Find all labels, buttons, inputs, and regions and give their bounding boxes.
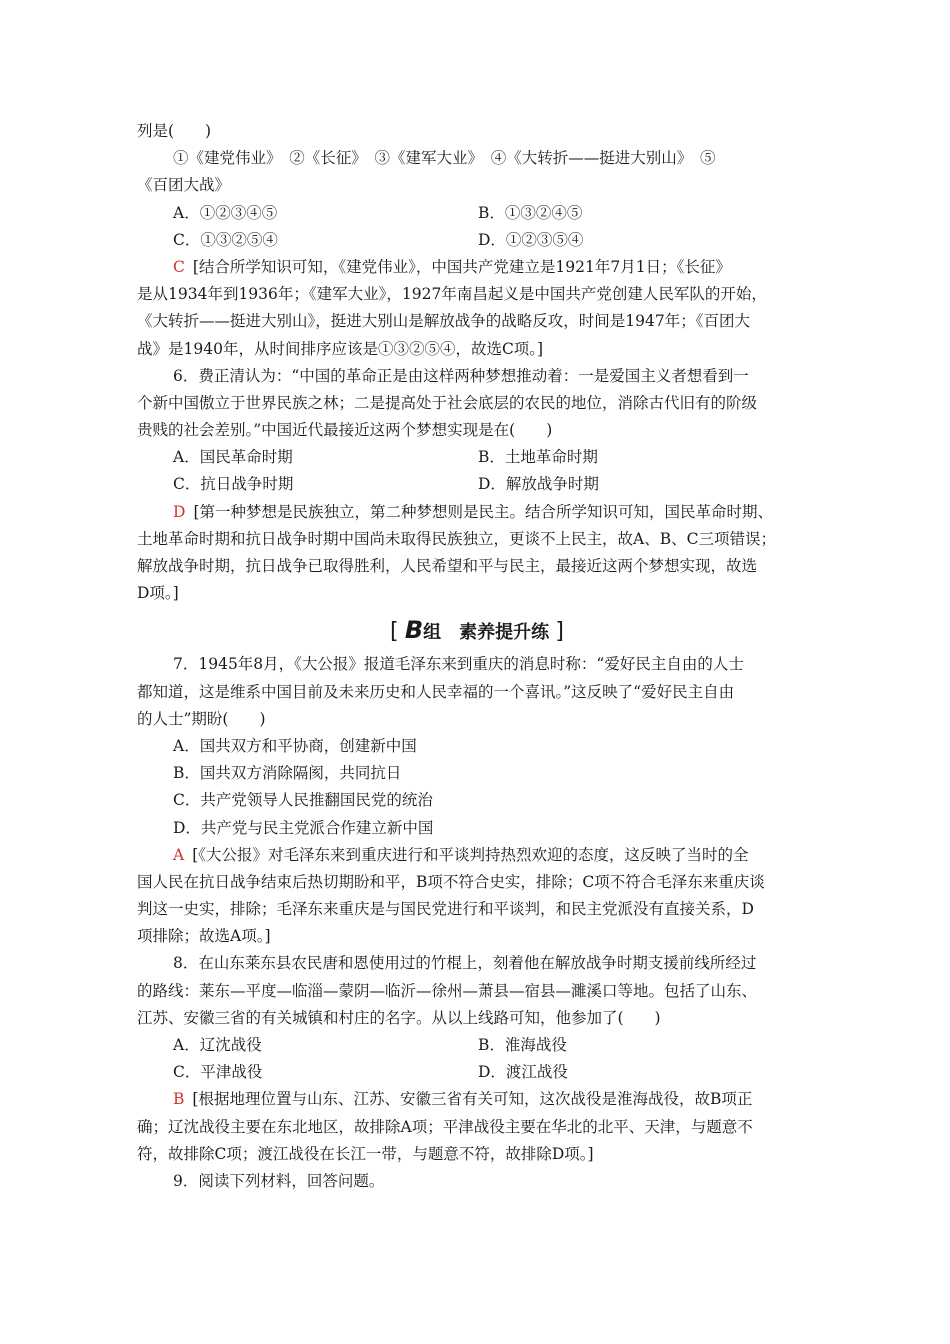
- q5-explanation-line: 战》是1940年，从时间排序应该是①③②⑤④，故选C项。]: [137, 339, 544, 358]
- q5-explanation-line: 是从1934年到1936年；《建军大业》，1927年南昌起义是中国共产党创建人民军队的开始，: [137, 285, 767, 304]
- q5-answer: C: [173, 257, 185, 276]
- q5-items: 《百团大战》: [137, 176, 231, 195]
- q7-explanation-line: 判这一史实，排除；毛泽东来重庆是与国民党进行和平谈判，和民主党派没有直接关系，D: [137, 900, 754, 919]
- q8-stem-line: 8．在山东莱东县农民唐和恩使用过的竹棍上，刻着他在解放战争时期支援前线所经过: [173, 954, 757, 973]
- q6-option-c: C．抗日战争时期: [173, 475, 294, 494]
- q8-option-row: [137, 1032, 817, 1059]
- q8-explanation-line: [137, 1086, 817, 1113]
- document-page: [137, 118, 817, 1195]
- q5-option-a: A．①②③④⑤: [173, 203, 278, 222]
- q7-stem-line: 7．1945年8月，《大公报》报道毛泽东来到重庆的消息时称：“爱好民主自由的人士: [173, 655, 744, 674]
- q9-stem: 9．阅读下列材料，回答问题。: [173, 1171, 385, 1190]
- q8-answer: B: [173, 1090, 185, 1109]
- q6-explanation-line: [137, 499, 817, 526]
- q7-option-b: B．国共双方消除隔阂，共同抗日: [173, 764, 402, 783]
- q5-explanation-line: [137, 254, 817, 281]
- section-letter: B: [404, 616, 424, 645]
- q5-items: ①《建党伟业》 ②《长征》 ③《建军大业》 ④《大转折——挺进大别山》 ⑤: [173, 149, 716, 168]
- q8-stem-line: 的路线：莱东—平度—临淄—蒙阴—临沂—徐州—萧县—宿县—濉溪口等地。包括了山东、: [137, 981, 758, 1000]
- q6-option-row: [137, 444, 817, 471]
- q7-stem-line: 都知道，这是维系中国目前及未来历史和人民幸福的一个喜讯。”这反映了“爱好民主自由: [137, 682, 735, 701]
- section-title-text: 组 素养提升练: [423, 622, 550, 644]
- q8-option-row: [137, 1059, 817, 1086]
- q6-option-row: [137, 471, 817, 498]
- q5-option-b: B．①③②④⑤: [478, 203, 583, 222]
- q6-option-b: B．土地革命时期: [478, 448, 598, 467]
- q6-option-a: A．国民革命时期: [173, 448, 293, 467]
- q6-stem-line: 6．费正清认为：“中国的革命正是由这样两种梦想推动着：一是爱国主义者想看到一: [173, 366, 749, 385]
- q6-explanation-line: 土地革命时期和抗日战争时期中国尚未取得民族独立，更谈不上民主，故A、B、C三项错误；: [137, 529, 776, 548]
- q7-explanation-line: [137, 842, 817, 869]
- q7-explanation-line: 项排除；故选A项。]: [137, 927, 271, 946]
- q8-explanation-text: [根据地理位置与山东、江苏、安徽三省有关可知，这次战役是淮海战役，故B项正: [192, 1090, 753, 1109]
- q5-option-row: [137, 200, 817, 227]
- q8-explanation-line: 确；辽沈战役主要在东北地区，故排除A项；平津战役主要在华北的北平、天津，与题意不: [137, 1117, 753, 1136]
- q8-explanation-line: 符，故排除C项；渡江战役在长江一带，与题意不符，故排除D项。]: [137, 1144, 594, 1163]
- section-left-bracket: [: [389, 619, 399, 645]
- q6-option-d: D．解放战争时期: [478, 475, 599, 494]
- q5-explanation-line: 《大转折——挺进大别山》，挺进大别山是解放战争的战略反攻，时间是1947年；《百团大: [137, 312, 750, 331]
- q6-stem-line: 贵贱的社会差别。”中国近代最接近这两个梦想实现是在( ): [137, 421, 553, 440]
- q8-option-d: D．渡江战役: [478, 1063, 568, 1082]
- q7-option-c: C．共产党领导人民推翻国民党的统治: [173, 791, 433, 810]
- q6-explanation-line: 解放战争时期，抗日战争已取得胜利，人民希望和平与民主，最接近这两个梦想实现，故选: [137, 557, 758, 575]
- q5-explanation-text: [结合所学知识可知，《建党伟业》，中国共产党建立是1921年7月1日；《长征》: [192, 257, 731, 276]
- q6-explanation-line: D项。]: [137, 584, 179, 603]
- q7-answer: A: [173, 845, 185, 864]
- q6-answer: D: [173, 502, 186, 521]
- q7-option-d: D．共产党与民主党派合作建立新中国: [173, 818, 434, 837]
- q5-option-row: [137, 227, 817, 254]
- section-right-bracket: ]: [555, 619, 565, 645]
- q5-option-d: D．①②③⑤④: [478, 230, 584, 249]
- q7-explanation-text: [《大公报》对毛泽东来到重庆进行和平谈判持热烈欢迎的态度，这反映了当时的全: [192, 845, 749, 864]
- q5-stem: 列是( ): [137, 122, 212, 140]
- q8-stem-line: 江苏、安徽三省的有关城镇和村庄的名字。从以上线路可知，他参加了( ): [137, 1008, 661, 1027]
- q7-stem-line: 的人士”期盼( ): [137, 709, 266, 728]
- q8-option-b: B．淮海战役: [478, 1036, 567, 1054]
- q6-stem-line: 个新中国傲立于世界民族之林；二是提高处于社会底层的农民的地位，消除古代旧有的阶级: [137, 393, 758, 412]
- q7-option-a: A．国共双方和平协商，创建新中国: [173, 736, 417, 755]
- q8-option-c: C．平津战役: [173, 1063, 263, 1082]
- section-title: [137, 610, 817, 650]
- q7-explanation-line: 国人民在抗日战争结束后热切期盼和平，B项不符合史实，排除；C项不符合毛泽东来重庆谈: [137, 872, 765, 891]
- q5-option-c: C．①③②⑤④: [173, 230, 278, 249]
- q6-explanation-text: [第一种梦想是民族独立，第二种梦想则是民主。结合所学知识可知，国民革命时期、: [193, 502, 773, 521]
- q8-option-a: A．辽沈战役: [173, 1036, 262, 1054]
